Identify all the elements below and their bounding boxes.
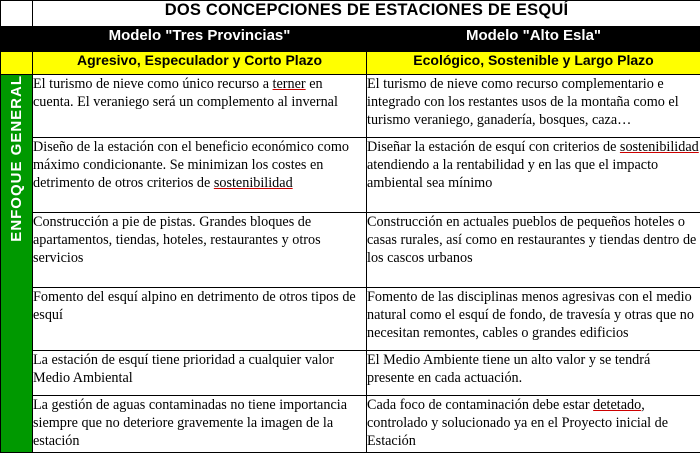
corner-cell-model bbox=[1, 27, 33, 52]
corner-cell-title bbox=[1, 1, 33, 27]
title-row bbox=[1, 1, 700, 27]
cell-right-2: Diseñar la estación de esquí con criterios de sostenibilidad atendiendo a la rentabilidad y en las que el impacto ambiental sea mínimo bbox=[367, 138, 700, 213]
document-title: DOS CONCEPCIONES DE ESTACIONES DE ESQUÍ bbox=[33, 1, 700, 27]
model-header-right: Modelo "Alto Esla" bbox=[367, 27, 700, 52]
corner-cell-subtitle bbox=[1, 52, 33, 75]
cell-left-3: Construcción a pie de pistas. Grandes bloques de apartamentos, tiendas, hoteles, restaurantes y otros servicios bbox=[33, 213, 367, 288]
table-row bbox=[1, 138, 700, 213]
cell-right-6: Cada foco de contaminación debe estar detetado, controlado y solucionado ya en el Proyecto inicial de Estación bbox=[367, 396, 700, 453]
cell-left-6: La gestión de aguas contaminadas no tiene importancia siempre que no deteriore gravemente la imagen de la estación bbox=[33, 396, 367, 453]
cell-right-5: El Medio Ambiente tiene un alto valor y se tendrá presente en cada actuación. bbox=[367, 351, 700, 396]
model-header-left: Modelo "Tres Provincias" bbox=[33, 27, 367, 52]
model-header-row bbox=[1, 27, 700, 52]
subtitle-right: Ecológico, Sostenible y Largo Plazo bbox=[367, 52, 700, 75]
subtitle-left: Agresivo, Especulador y Corto Plazo bbox=[33, 52, 367, 75]
cell-left-4: Fomento del esquí alpino en detrimento de otros tipos de esquí bbox=[33, 288, 367, 351]
cell-right-4: Fomento de las disciplinas menos agresivas con el medio natural como el esquí de fondo, de travesía y otras que no necesitan remontes, cables o grandes edificios bbox=[367, 288, 700, 351]
cell-left-5: La estación de esquí tiene prioridad a cualquier valor Medio Ambiental bbox=[33, 351, 367, 396]
table-row bbox=[1, 351, 700, 396]
table-row bbox=[1, 213, 700, 288]
cell-right-3: Construcción en actuales pueblos de pequeños hoteles o casas rurales, así como en restaurantes y tiendas dentro de los cascos urbanos bbox=[367, 213, 700, 288]
table-row bbox=[1, 75, 700, 138]
table-row bbox=[1, 288, 700, 351]
side-label-text: ENFOQUE GENERAL bbox=[1, 75, 33, 242]
cell-left-1: El turismo de nieve como único recurso a terner en cuenta. El veraniego será un complemento al invernal bbox=[33, 75, 367, 138]
subtitle-row bbox=[1, 52, 700, 75]
cell-left-2: Diseño de la estación con el beneficio económico como máximo condicionante. Se minimizan los costes en detrimento de otros criterios de sostenibilidad bbox=[33, 138, 367, 213]
cell-right-1: El turismo de nieve como recurso complementario e integrado con los restantes usos de la montaña como el turismo veraniego, ganadería, bosques, caza… bbox=[367, 75, 700, 138]
side-label-enfoque-general bbox=[1, 75, 33, 453]
